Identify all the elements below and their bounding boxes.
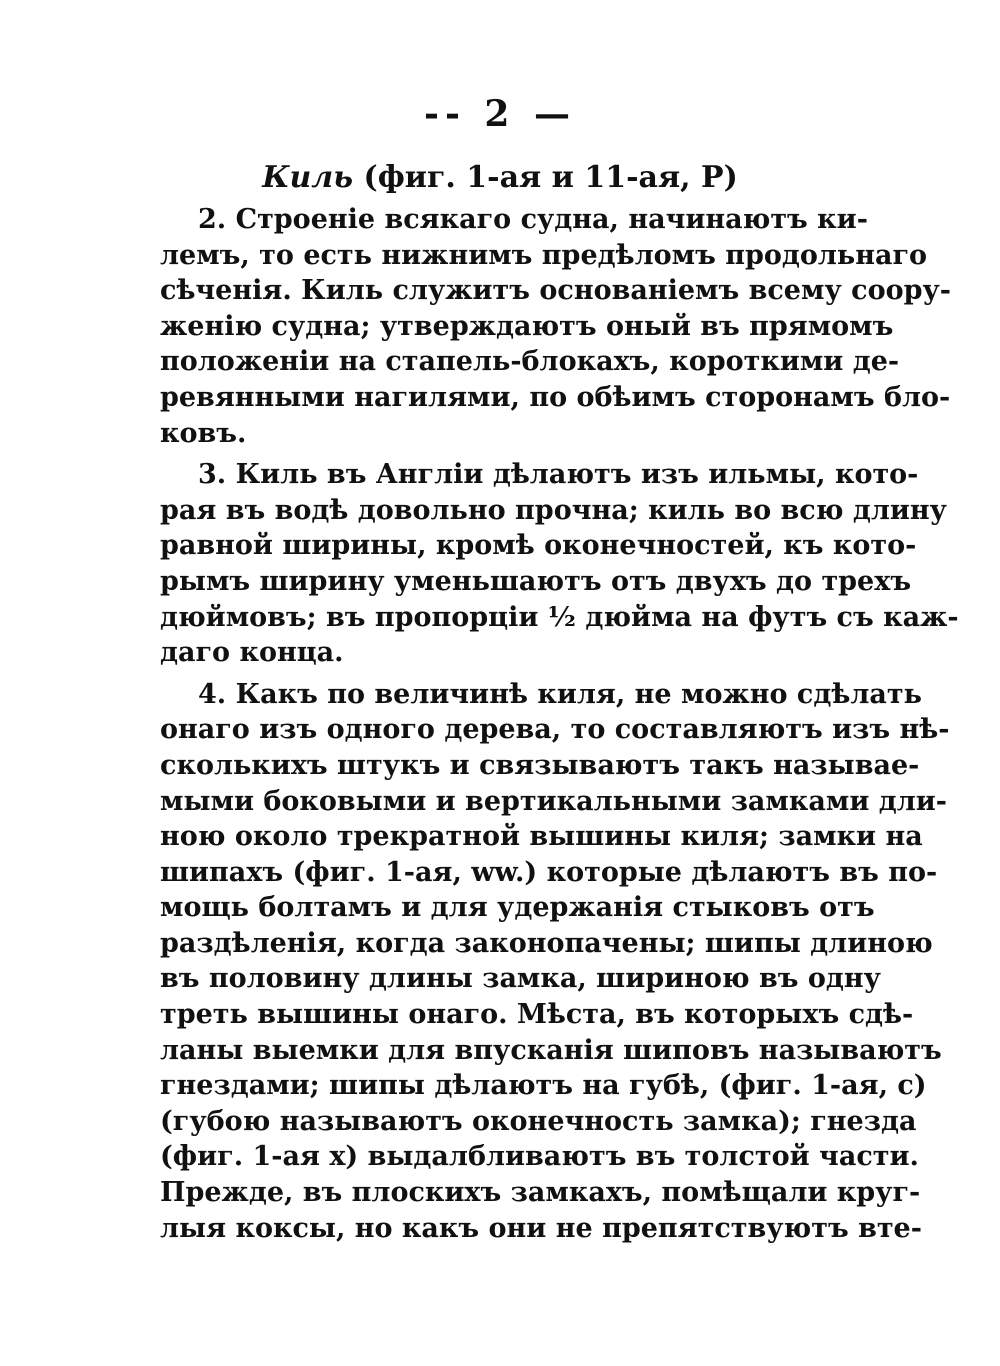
body-text xyxy=(160,202,959,1246)
section-heading xyxy=(0,158,1000,198)
paragraph-3 xyxy=(160,457,959,671)
text-line: мощь болтамъ и для удержанія стыковъ отъ xyxy=(160,892,875,924)
text-line: сколькихъ штукъ и связываютъ такъ называе- xyxy=(160,749,920,781)
text-line: треть вышины онаго. Мѣста, въ которыхъ сдѣ- xyxy=(160,999,914,1031)
text-line: Прежде, въ плоскихъ замкахъ, помѣщали круг- xyxy=(160,1177,921,1209)
text-line: 3. Киль въ Англіи дѣлаютъ изъ ильмы, кото- xyxy=(198,459,919,491)
text-line: дюймовъ; въ пропорціи ½ дюйма на футъ съ каж- xyxy=(160,601,959,633)
text-line: ревянными нагилями, по обѣимъ сторонамъ бло- xyxy=(160,381,951,413)
text-line: 2. Строеніе всякаго судна, начинаютъ ки- xyxy=(198,204,868,235)
text-line: гнездами; шипы дѣлаютъ на губѣ, (фиг. 1-ая, с) xyxy=(160,1070,927,1102)
text-line: рымъ ширину уменьшаютъ отъ двухъ до трехъ xyxy=(160,565,912,597)
text-line: равной ширины, кромѣ оконечностей, къ кото- xyxy=(160,530,917,562)
text-line: 4. Какъ по величинѣ киля, не можно сдѣлать xyxy=(198,678,922,710)
text-line: ланы выемки для впусканія шиповъ называютъ xyxy=(160,1034,942,1066)
text-line: шипахъ (фиг. 1-ая, ww.) которые дѣлаютъ въ по- xyxy=(160,856,938,888)
text-line: рая въ водѣ довольно прочна; киль во всю длину xyxy=(160,494,947,526)
text-line: ною около трекратной вышины киля; замки на xyxy=(160,821,923,853)
text-line: онаго изъ одного дерева, то составляютъ изъ нѣ- xyxy=(160,714,950,746)
paragraph-2 xyxy=(160,202,951,451)
heading-figure-ref: (фиг. 1-ая и 11-ая, Р) xyxy=(353,160,738,195)
text-line: даго конца. xyxy=(160,637,344,669)
text-line: раздѣленія, когда законопачены; шипы длиною xyxy=(160,927,933,959)
text-line: (фиг. 1-ая х) выдалбливаютъ въ толстой части. xyxy=(160,1141,919,1173)
text-line: въ половину длины замка, шириною въ одну xyxy=(160,963,881,995)
text-line: положеніи на стапель-блокахъ, короткими де- xyxy=(160,346,900,378)
heading-title: Киль xyxy=(262,160,354,195)
text-line: лемъ, то есть нижнимъ предѣломъ продольнаго xyxy=(160,239,928,271)
text-line: женію судна; утверждаютъ оный въ прямомъ xyxy=(160,310,894,342)
page-number: -- 2 — xyxy=(424,93,576,135)
text-line: (губою называютъ оконечность замка); гнезда xyxy=(160,1105,917,1137)
text-line: мыми боковыми и вертикальными замками дли- xyxy=(160,785,948,817)
text-line: сѣченія. Киль служитъ основаніемъ всему соору- xyxy=(160,275,951,307)
paragraph-4 xyxy=(160,677,950,1247)
text-line: ковъ. xyxy=(160,417,247,449)
text-line: лыя коксы, но какъ они не препятствуютъ вте- xyxy=(160,1212,922,1244)
